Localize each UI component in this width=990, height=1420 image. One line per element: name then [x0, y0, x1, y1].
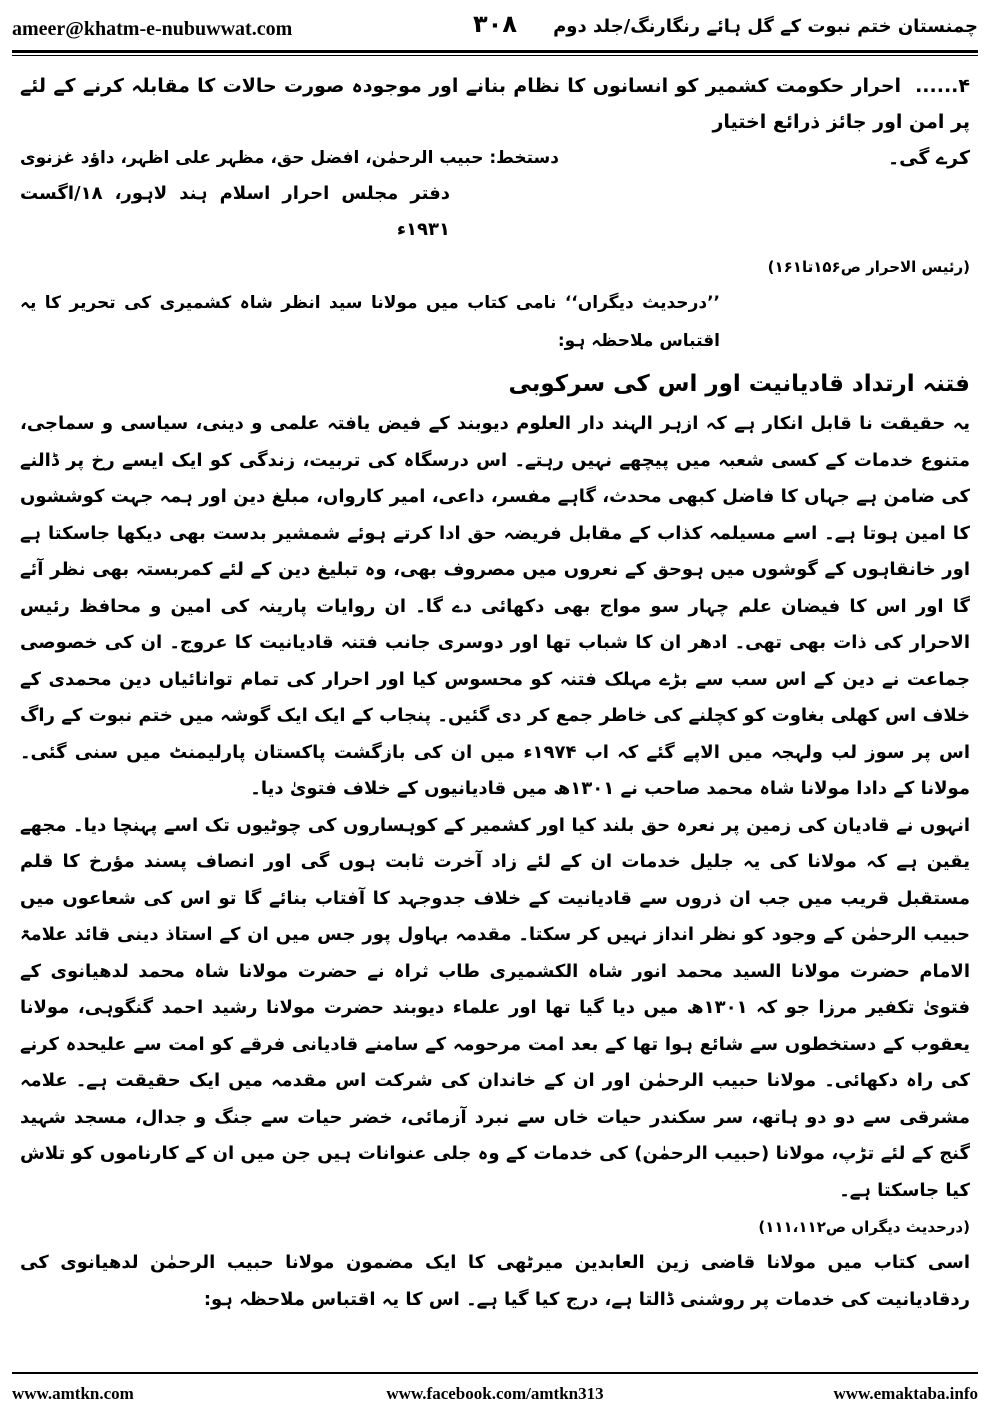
resolution-end: کرے گی۔: [887, 147, 970, 169]
book-title: چمنستان ختم نبوت کے گل ہائے رنگارنگ/جلد دوم: [553, 16, 978, 37]
page-header: [12, 8, 978, 48]
resolution-item: [20, 68, 970, 140]
section-heading: فتنہ ارتداد قادیانیت اور اس کی سرکوبی: [508, 371, 970, 397]
page-footer: [12, 1384, 978, 1412]
header-rule-thin: [12, 55, 978, 56]
footer-rule: [12, 1372, 978, 1374]
page-number: ۳۰۸: [473, 10, 517, 38]
header-email[interactable]: ameer@khatm-e-nubuwwat.com: [12, 18, 293, 40]
footer-link-emaktaba[interactable]: www.emaktaba.info: [833, 1384, 978, 1403]
office-date: دفتر مجلس احرار اسلام ہند لاہور، ۱۸/اگست ۱۹۳۱ء: [20, 183, 450, 240]
paragraph-1: یہ حقیقت نا قابل انکار ہے کہ ازہر الہند دار العلوم دیوبند کے فیض یافتہ علمی و دینی، سیاسی و سماجی، متنوع خدمات کے کسی شعبہ میں پیچھے نہیں رہتے۔ اس درسگاہ کی تربیت، زندگی کو ایک ایسے رخ پر ڈالنے کی ضامن ہے جہاں کا فاضل کبھی محدث، گاہے مفسر، داعی، امیر کارواں، مبلغ دین اور ہمہ جہت کوششوں کا امین ہوتا ہے۔ اسے مسیلمہ کذاب کے مقابل فریضہ حق ادا کرتے ہوئے شمشیر بدست بھی دیکھا جاسکتا ہے اور خانقاہوں کے گوشوں میں ہوحق کے نعروں میں مصروف بھی، وہ تبلیغ دین کے لئے کمربستہ بھی نظر آئے گا اور اس کا فیضان علم چہار سو مواج بھی دکھائی دے گا۔ ان روایات پارینہ کی امین و محافظ رئیس الاحرار کی ذات بھی تھی۔ ادھر ان کا شباب تھا اور دوسری جانب فتنہ قادیانیت کا عروج۔ ان کی خصوصی جماعت نے دین کے اس سب سے بڑے مہلک فتنہ کو محسوس کیا اور احرار کی تمام توانائیاں دین محمدی کے خلاف اس کھلی بغاوت کو کچلنے کی خاطر جمع کر دی گئیں۔ پنجاب کے ایک ایک گوشہ میں ختم نبوت کے راگ اس پر سوز لب ولہجہ میں الاپے گئے کہ اب ۱۹۷۴ء میں ان کی بازگشت پاکستان پارلیمنٹ میں سنی گئی۔ مولانا کے دادا مولانا شاہ محمد صاحب نے ۱۳۰۱ھ میں قادیانیوں کے خلاف فتویٰ دیا۔: [20, 413, 971, 799]
reference-2: (درحدیث دیگراں ص۱۱۱،۱۱۲): [758, 1218, 970, 1236]
resolution-text: احرار حکومت کشمیر کو انسانوں کا نظام بنانے اور موجودہ صورت حالات کا مقابلہ کرنے کے لئے پر امن اور جائز ذرائع اختیار: [20, 75, 970, 133]
resolution-continuation: [20, 140, 970, 176]
intro-text: ’’درحدیث دیگراں‘‘ نامی کتاب میں مولانا سید انظر شاہ کشمیری کی تحریر کا یہ اقتباس ملاحظہ ہو:: [20, 293, 720, 351]
footer-link-facebook[interactable]: www.facebook.com/amtkn313: [386, 1384, 604, 1403]
paragraph-2: انہوں نے قادیان کی زمین پر نعرہ حق بلند کیا اور کشمیر کے کوہساروں کی چوٹیوں تک اسے پہنچا دیا۔ مجھے یقین ہے کہ مولانا کی یہ جلیل خدمات ان کے لئے زاد آخرت ثابت ہوں گی اور انصاف پسند مؤرخ کا قلم مستقبل قریب میں جب ان ذروں سے قادیانیت کے خلاف جدوجہد کا آفتاب بنائے گا تو اس کی شعاعوں میں حبیب الرحمٰن کے وجود کو نظر انداز نہیں کر سکتا۔ مقدمہ بہاول پور جس میں ان کے استاذ دینی قائد علامۃ الامام حضرت مولانا السید محمد انور شاہ الکشمیری طاب ثراہ نے حضرت مولانا شاہ محمد لدھیانوی کے فتویٰ تکفیر مرزا جو کہ ۱۳۰۱ھ میں دیا گیا تھا اور علماء دیوبند حضرت مولانا رشید احمد گنگوہی، مولانا یعقوب کے دستخطوں سے شائع ہوا تھا کے بعد امت مرحومہ کے سامنے قادیانی فرقے کو امت سے علیحدہ کرنے کی راہ دکھائی۔ مولانا حبیب الرحمٰن اور ان کے خاندان کی شرکت اس مقدمہ میں ایک حقیقت ہے۔ علامہ مشرقی سے دو دو ہاتھ، سر سکندر حیات خاں سے نبرد آزمائی، خضر حیات سے جنگ و جدال، مسجد شہید گنج کے لئے تڑپ، مولانا (حبیب الرحمٰن) کی خدمات کے وہ جلی عنوانات ہیں جن میں ان کے کارناموں کو تلاش کیا جاسکتا ہے۔: [20, 814, 971, 1201]
footer-link-amtkn[interactable]: www.amtkn.com: [12, 1384, 134, 1403]
resolution-number: ۴......: [915, 75, 970, 97]
reference-1: (رئیس الاحرار ص۱۵۶تا۱۶۱): [767, 258, 970, 276]
page-content: [20, 68, 970, 1368]
header-rule: [12, 50, 978, 53]
paragraph-3: اسی کتاب میں مولانا قاضی زین العابدین میرٹھی کا ایک مضمون مولانا حبیب الرحمٰن لدھیانوی کی ردقادیانیت کی خدمات پر روشنی ڈالتا ہے، درج کیا گیا ہے۔ اس کا یہ اقتباس ملاحظہ ہو:: [20, 1252, 970, 1310]
signatures: دستخط: حبیب الرحمٰن، افضل حق، مظہر علی اظہر، داؤد غزنوی: [20, 148, 559, 168]
